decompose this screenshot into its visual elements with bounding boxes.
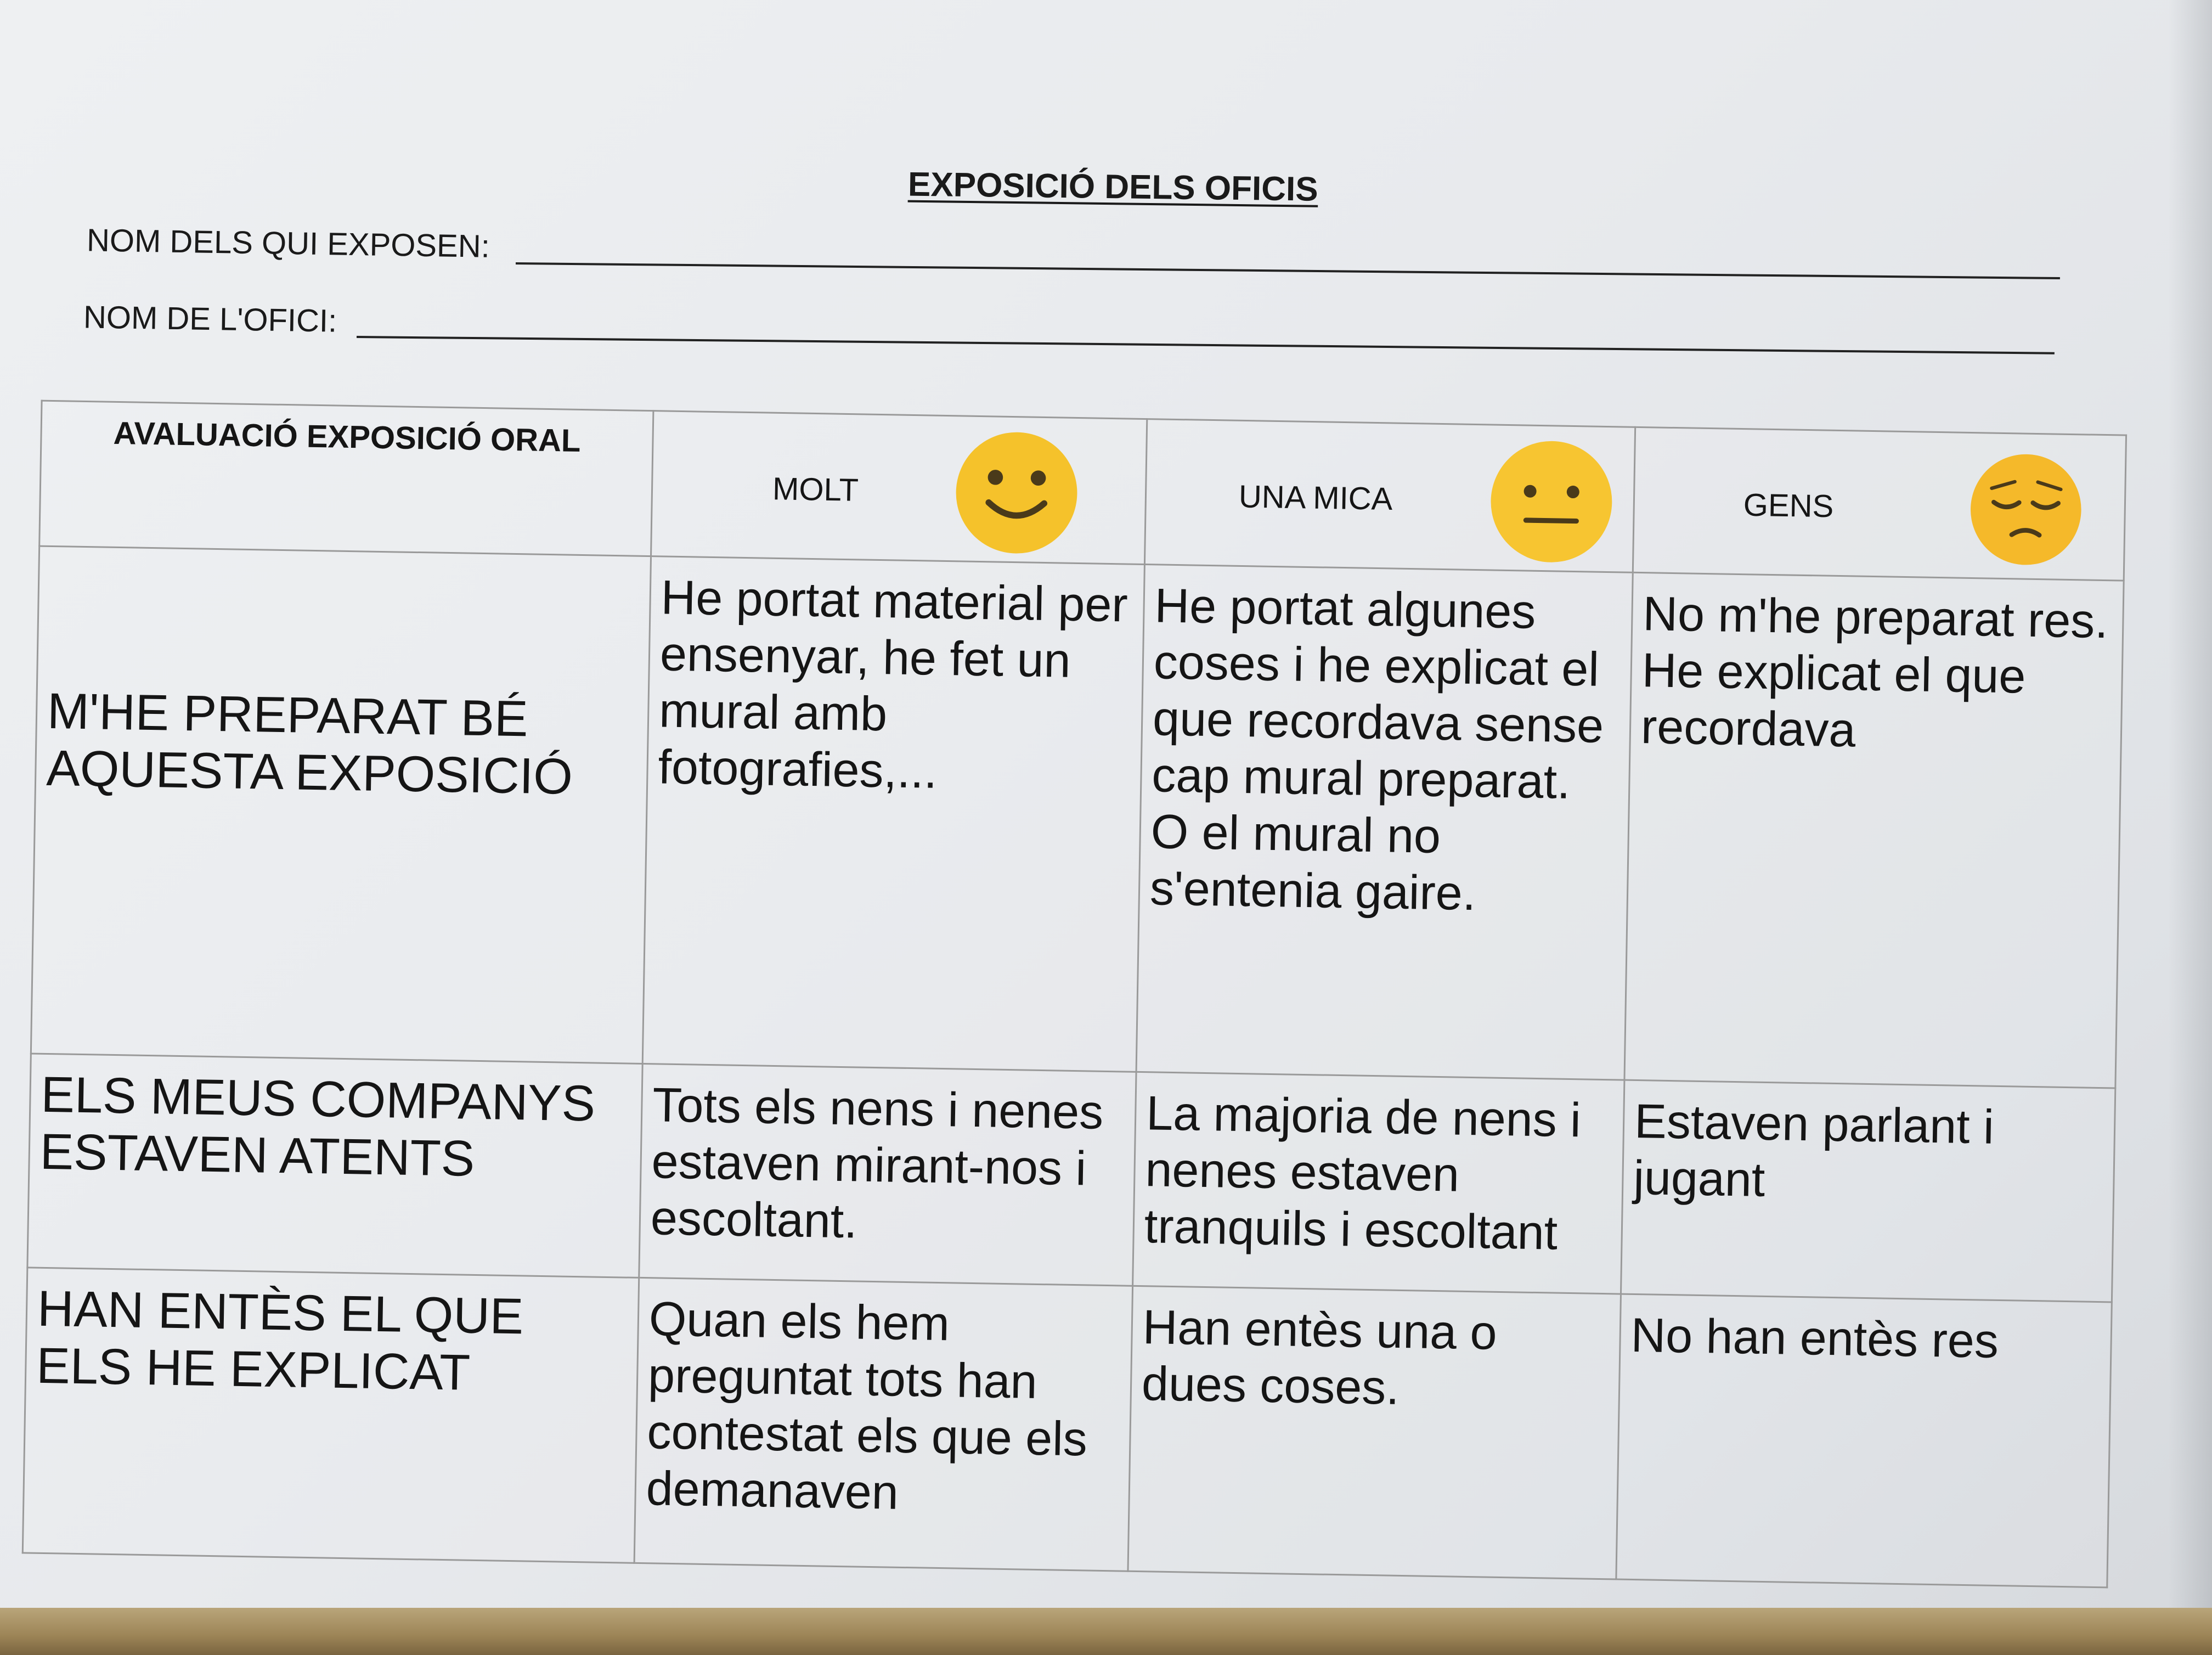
criterion-cell: [31, 546, 651, 1063]
descriptor-text: He portat algunes coses i he explicat el que recordava sense cap mural preparat. O el mural no s'entenia gaire.: [1149, 578, 1604, 920]
criterion-cell: [27, 1054, 642, 1277]
descriptor-cell: [634, 1277, 1132, 1571]
neutral-face-icon: [1487, 437, 1616, 566]
criterion-label: ELS MEUS COMPANYS ESTAVEN ATENTS: [40, 1066, 596, 1187]
descriptor-text: La majoria de nens i nenes estaven tranquils i escoltant: [1144, 1085, 1582, 1260]
descriptor-cell: [1624, 572, 2124, 1088]
descriptor-text: No han entès res: [1630, 1307, 1999, 1369]
rubric-row: [31, 546, 2124, 1088]
level-label-molt: MOLT: [772, 471, 859, 508]
rubric-row: [22, 1268, 2112, 1588]
descriptor-text: No m'he preparat res. He explicat el que recordava: [1640, 586, 2109, 757]
criterion-label: M'HE PREPARAT BÉ AQUESTA EXPOSICIÓ: [46, 683, 573, 805]
level-label-una-mica: UNA MICA: [1238, 479, 1393, 517]
descriptor-cell: [1133, 1072, 1624, 1294]
descriptor-text: Estaven parlant i jugant: [1633, 1093, 1995, 1207]
level-header-una-mica: [1144, 419, 1635, 573]
descriptor-cell: [642, 556, 1144, 1072]
descriptor-text: He portat material per ensenyar, he fet un mural amb fotografies,...: [657, 570, 1128, 798]
descriptor-text: Tots els nens i nenes estaven mirant-nos i escoltant.: [650, 1077, 1104, 1248]
level-header-molt: [651, 411, 1147, 565]
descriptor-cell: [639, 1063, 1136, 1286]
pensive-face-icon: [1967, 451, 2084, 568]
criterion-cell: [22, 1268, 639, 1563]
field-label-trade: NOM DE L'OFICI:: [83, 299, 337, 339]
rubric-table: [22, 400, 2127, 1589]
criterion-label: HAN ENTÈS EL QUE ELS HE EXPLICAT: [36, 1280, 524, 1401]
level-header-gens: [1633, 427, 2126, 581]
field-label-presenters: NOM DELS QUI EXPOSEN:: [86, 222, 490, 264]
desk-surface: [0, 1608, 2212, 1655]
descriptor-cell: [1128, 1286, 1621, 1579]
descriptor-cell: [1621, 1080, 2115, 1302]
rubric-row: [27, 1054, 2115, 1302]
rubric-table-wrapper: [25, 400, 2125, 1519]
paper-shadow-edge: [2168, 0, 2212, 1619]
level-label-gens: GENS: [1743, 487, 1834, 525]
smiling-face-icon: [952, 429, 1081, 557]
descriptor-cell: [1136, 565, 1633, 1080]
descriptor-text: Han entès una o dues coses.: [1141, 1299, 1498, 1415]
descriptor-text: Quan els hem preguntat tots han contestat els que els demanaven: [646, 1291, 1088, 1519]
criteria-header: AVALUACIÓ EXPOSICIÓ ORAL: [40, 401, 653, 556]
document-title: EXPOSICIÓ DELS OFICIS: [907, 165, 1318, 209]
descriptor-cell: [1616, 1294, 2112, 1588]
